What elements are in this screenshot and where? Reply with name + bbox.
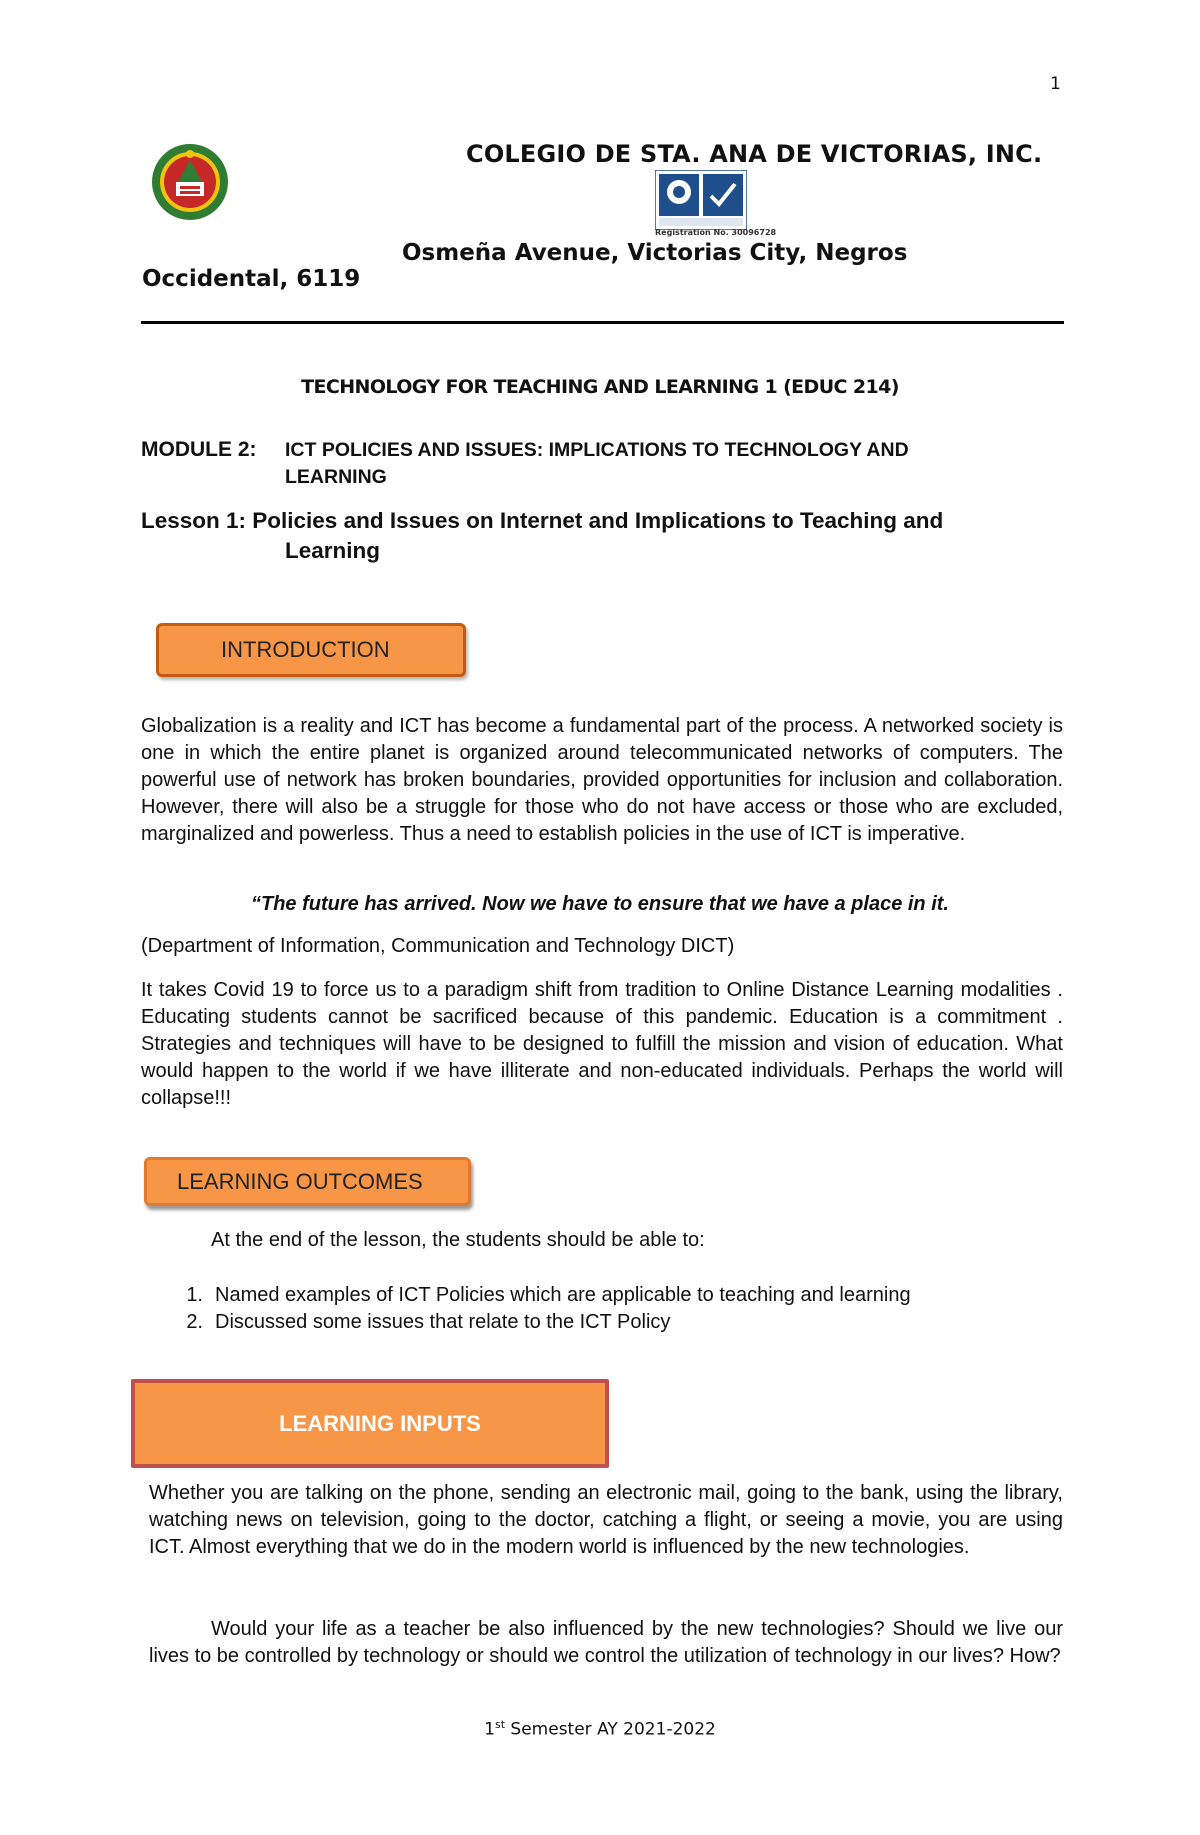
footer-ordinal-number: 1: [484, 1719, 495, 1740]
introduction-paragraph-2: It takes Covid 19 to force us to a paradigm shift from tradition to Online Distance Learning modalities . Educating students cannot be sacrificed because of this pandemic. Education is a commitment . Strategies and techniques will have to be designed to fulfill the mission and vision of education. What would happen to the world if we have illiterate and non-educated individuals. Perhaps the world will collapse!!!: [141, 979, 1063, 1109]
learning-inputs-paragraph-2: Would your life as a teacher be also influenced by the new technologies? Should we live our lives to be controlled by technology or should we control the utilization of technology in our lives? How?: [149, 1618, 1063, 1667]
page-number: 1: [1050, 74, 1061, 94]
registration-number: Registration No. 30096728: [655, 228, 777, 237]
outcomes-intro: At the end of the lesson, the students should be able to:: [211, 1229, 705, 1251]
list-item: [141, 1282, 911, 1309]
outcomes-list: [141, 1282, 911, 1336]
footer-ordinal-suffix: st: [494, 1718, 506, 1731]
list-item-number: 1.: [186, 1284, 203, 1306]
learning-inputs-paragraph-1: Whether you are talking on the phone, sending an electronic mail, going to the bank, using the library, watching news on television, going to the doctor, catching a flight, or seeing a movie, you are using ICT. Almost everything that we do in the modern world is influenced by the new technologies.: [149, 1482, 1063, 1558]
learning-outcomes-section-label: LEARNING OUTCOMES: [144, 1157, 471, 1206]
list-item-text: Discussed some issues that relate to the ICT Policy: [215, 1311, 671, 1333]
address-line-2: Occidental, 6119: [142, 266, 361, 292]
introduction-section-label: INTRODUCTION: [156, 623, 466, 677]
introduction-quote: “The future has arrived. Now we have to ensure that we have a place in it.: [251, 893, 949, 915]
quote-citation: (Department of Information, Communication and Technology DICT): [141, 935, 735, 957]
page-footer: [0, 1718, 1200, 1740]
list-item-text: Named examples of ICT Policies which are applicable to teaching and learning: [215, 1284, 911, 1306]
address-line-1: Osmeña Avenue, Victorias City, Negros: [402, 240, 908, 266]
list-item-number: 2.: [186, 1311, 203, 1333]
learning-inputs-section-label: LEARNING INPUTS: [131, 1379, 609, 1468]
header-divider: [141, 321, 1064, 324]
module-title-line-2: LEARNING: [285, 466, 387, 488]
list-item: [141, 1309, 911, 1336]
college-name: COLEGIO DE STA. ANA DE VICTORIAS, INC.: [466, 140, 1043, 168]
lesson-title-line-1: Lesson 1: Policies and Issues on Internet and Implications to Teaching and: [141, 508, 944, 533]
course-title: TECHNOLOGY FOR TEACHING AND LEARNING 1 (EDUC 214): [301, 376, 899, 398]
module-label: MODULE 2:: [141, 438, 257, 461]
lesson-title-line-2: Learning: [285, 538, 381, 563]
introduction-paragraph-1: Globalization is a reality and ICT has become a fundamental part of the process. A networked society is one in which the entire planet is organized around telecommunicated networks of computers. The powerful use of network has broken boundaries, provided opportunities for inclusion and collaboration. However, there will also be a struggle for those who do not have access or those who are excluded, marginalized and powerless. Thus a need to establish policies in the use of ICT is imperative.: [141, 715, 1063, 845]
module-title-line-1: ICT POLICIES AND ISSUES: IMPLICATIONS TO TECHNOLOGY AND: [285, 439, 909, 461]
college-seal-logo: [150, 142, 230, 222]
footer-semester-text: Semester AY 2021-2022: [505, 1719, 716, 1740]
